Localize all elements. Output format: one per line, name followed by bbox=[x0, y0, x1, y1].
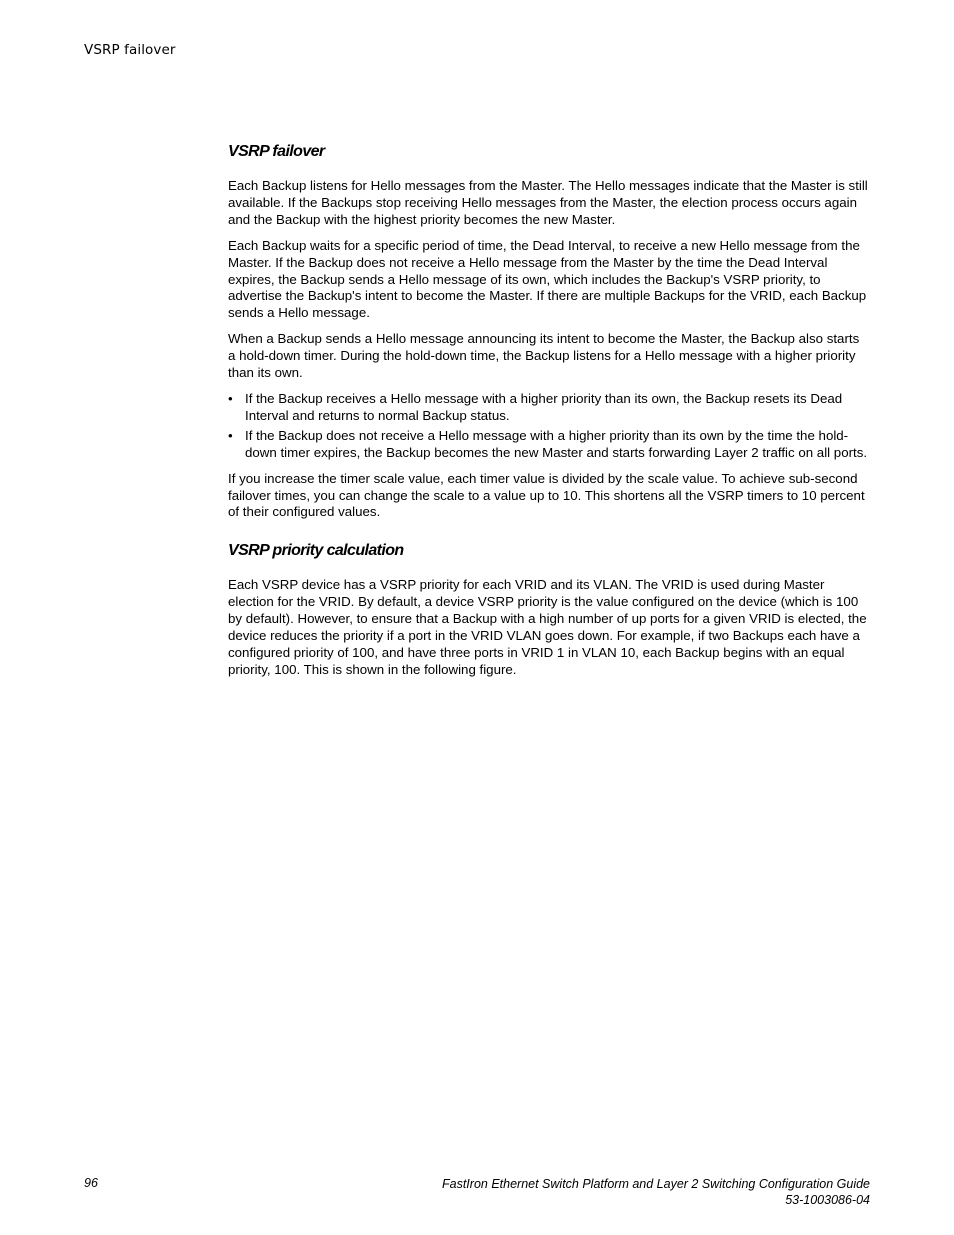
section-heading-vsrp-priority-calculation: VSRP priority calculation bbox=[228, 542, 404, 560]
bullet-text: If the Backup does not receive a Hello message with a higher priority than its own by the time the hold-down timer expires, the Backup becomes the new Master and starts forwarding Layer 2 traffic on all ports. bbox=[245, 427, 868, 460]
footer-document-info bbox=[442, 1176, 870, 1208]
paragraph: Each Backup listens for Hello messages from the Master. The Hello messages indicate that the Master is still available. If the Backups stop receiving Hello messages from the Master, the election process occurs again and the Backup with the highest priority becomes the new Master. bbox=[228, 178, 868, 227]
section-heading-vsrp-failover: VSRP failover bbox=[228, 143, 325, 160]
page-body bbox=[228, 142, 870, 688]
paragraph: Each Backup waits for a specific period of time, the Dead Interval, to receive a new Hello message from the Master. If the Backup does not receive a Hello message from the Master by the time the Dead Interval expires, the Backup sends a Hello message of its own, which includes the Backup's VSRP priority, to advertise the Backup's intent to become the Master. If there are multiple Backups for the VRID, each Backup sends a Hello message. bbox=[228, 237, 867, 321]
bullet-glyph: • bbox=[228, 390, 233, 406]
page-number: 96 bbox=[84, 1176, 98, 1190]
bullet-text: If the Backup receives a Hello message with a higher priority than its own, the Backup resets its Dead Interval and returns to normal Backup status. bbox=[245, 390, 843, 423]
book-title: FastIron Ethernet Switch Platform and Layer 2 Switching Configuration Guide bbox=[442, 1177, 870, 1191]
paragraph: Each VSRP device has a VSRP priority for each VRID and its VLAN. The VRID is used during Master election for the VRID. By default, a device VSRP priority is the value configured on the device (which is 100 by default). However, to ensure that a Backup with a high number of up ports for a given VRID is elected, the device reduces the priority if a port in the VRID VLAN goes down. For example, if two Backups each have a configured priority of 100, and have three ports in VRID 1 in VLAN 10, each Backup begins with an equal priority, 100. This is shown in the following figure. bbox=[228, 577, 867, 677]
bullet-glyph: • bbox=[228, 427, 233, 443]
document-number: 53-1003086-04 bbox=[785, 1193, 870, 1207]
paragraph: If you increase the timer scale value, each timer value is divided by the scale value. To achieve sub-second failover times, you can change the scale to a value up to 10. This shortens all the VSRP timers to 10 percent of their configured values. bbox=[228, 470, 865, 520]
paragraph: When a Backup sends a Hello message announcing its intent to become the Master, the Backup also starts a hold-down timer. During the hold-down time, the Backup listens for a Hello message with a higher priority than its own. bbox=[228, 331, 860, 381]
bullet-list bbox=[228, 391, 870, 462]
bullet-item bbox=[228, 428, 870, 462]
running-header: VSRP failover bbox=[84, 42, 176, 58]
bullet-item bbox=[228, 391, 870, 425]
